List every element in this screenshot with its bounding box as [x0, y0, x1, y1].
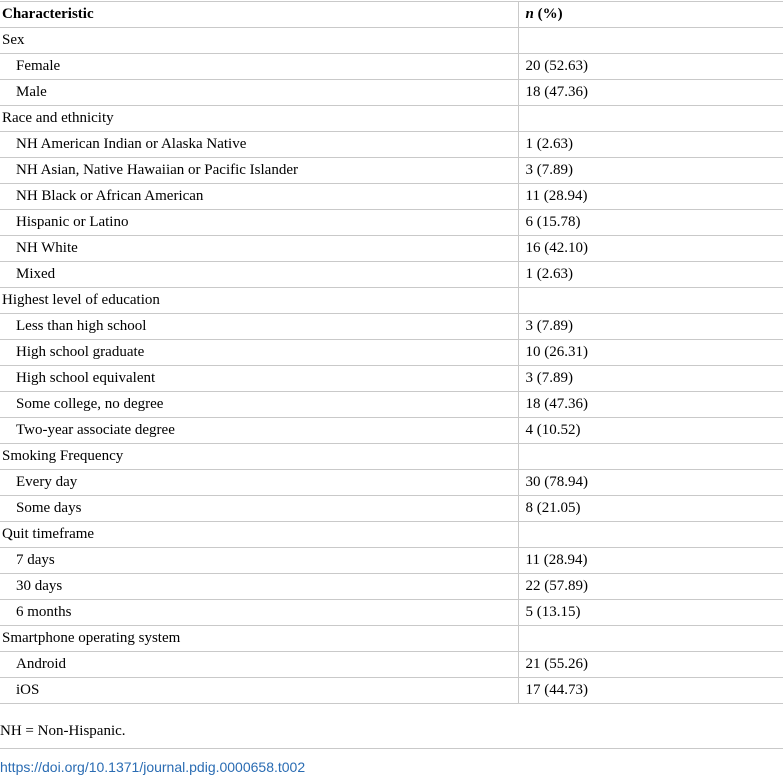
table-row — [0, 184, 783, 210]
row-label: Two-year associate degree — [0, 418, 518, 444]
table-row — [0, 470, 783, 496]
table-row — [0, 574, 783, 600]
table-row — [0, 262, 783, 288]
table-section-row — [0, 522, 783, 548]
section-label: Quit timeframe — [0, 522, 518, 548]
row-label: High school equivalent — [0, 366, 518, 392]
table-row — [0, 548, 783, 574]
row-value: 4 (10.52) — [518, 418, 783, 444]
row-label: Every day — [0, 470, 518, 496]
row-label: NH American Indian or Alaska Native — [0, 132, 518, 158]
row-label: Android — [0, 652, 518, 678]
table-section-row — [0, 28, 783, 54]
table-row — [0, 54, 783, 80]
row-label: NH White — [0, 236, 518, 262]
row-value: 18 (47.36) — [518, 80, 783, 106]
table-row — [0, 418, 783, 444]
row-label: Some days — [0, 496, 518, 522]
row-label: Some college, no degree — [0, 392, 518, 418]
header-n-suffix: (%) — [533, 6, 563, 22]
table-body — [0, 28, 783, 704]
table-row — [0, 80, 783, 106]
row-label: Less than high school — [0, 314, 518, 340]
table-row — [0, 678, 783, 704]
section-label: Highest level of education — [0, 288, 518, 314]
row-value: 17 (44.73) — [518, 678, 783, 704]
row-value — [518, 28, 783, 54]
header-n-symbol: n — [525, 6, 534, 22]
footnote-divider — [0, 748, 783, 749]
row-value — [518, 106, 783, 132]
section-label: Sex — [0, 28, 518, 54]
row-label: NH Asian, Native Hawaiian or Pacific Islander — [0, 158, 518, 184]
row-label: 6 months — [0, 600, 518, 626]
row-value: 3 (7.89) — [518, 314, 783, 340]
row-value: 30 (78.94) — [518, 470, 783, 496]
row-label: 7 days — [0, 548, 518, 574]
row-value: 5 (13.15) — [518, 600, 783, 626]
table-row — [0, 132, 783, 158]
table-row — [0, 366, 783, 392]
table-row — [0, 652, 783, 678]
row-label: 30 days — [0, 574, 518, 600]
table-section-row — [0, 626, 783, 652]
row-label: Male — [0, 80, 518, 106]
row-value: 20 (52.63) — [518, 54, 783, 80]
table-row — [0, 392, 783, 418]
table-row — [0, 210, 783, 236]
row-value: 1 (2.63) — [518, 262, 783, 288]
row-value: 21 (55.26) — [518, 652, 783, 678]
section-label: Race and ethnicity — [0, 106, 518, 132]
row-value: 11 (28.94) — [518, 548, 783, 574]
row-label: Female — [0, 54, 518, 80]
section-label: Smartphone operating system — [0, 626, 518, 652]
table-row — [0, 158, 783, 184]
doi-link[interactable]: https://doi.org/10.1371/journal.pdig.0000658.t002 — [0, 759, 306, 775]
table-row — [0, 236, 783, 262]
section-label: Smoking Frequency — [0, 444, 518, 470]
row-value: 3 (7.89) — [518, 158, 783, 184]
row-value: 6 (15.78) — [518, 210, 783, 236]
row-value: 3 (7.89) — [518, 366, 783, 392]
table-section-row — [0, 106, 783, 132]
header-characteristic: Characteristic — [0, 2, 518, 28]
table-row — [0, 340, 783, 366]
row-value: 8 (21.05) — [518, 496, 783, 522]
table-section-row — [0, 288, 783, 314]
row-label: NH Black or African American — [0, 184, 518, 210]
row-value — [518, 288, 783, 314]
table-section-row — [0, 444, 783, 470]
row-value: 10 (26.31) — [518, 340, 783, 366]
row-label: Mixed — [0, 262, 518, 288]
row-value: 18 (47.36) — [518, 392, 783, 418]
row-value — [518, 522, 783, 548]
row-label: Hispanic or Latino — [0, 210, 518, 236]
table-header-row — [0, 2, 783, 28]
table-row — [0, 600, 783, 626]
characteristics-table — [0, 1, 783, 704]
row-value: 22 (57.89) — [518, 574, 783, 600]
row-value: 11 (28.94) — [518, 184, 783, 210]
table-row — [0, 314, 783, 340]
table-footnote: NH = Non-Hispanic. — [0, 723, 126, 739]
header-n-percent — [518, 2, 783, 28]
row-value: 1 (2.63) — [518, 132, 783, 158]
row-value — [518, 626, 783, 652]
row-label: iOS — [0, 678, 518, 704]
row-value — [518, 444, 783, 470]
row-label: High school graduate — [0, 340, 518, 366]
table-row — [0, 496, 783, 522]
row-value: 16 (42.10) — [518, 236, 783, 262]
